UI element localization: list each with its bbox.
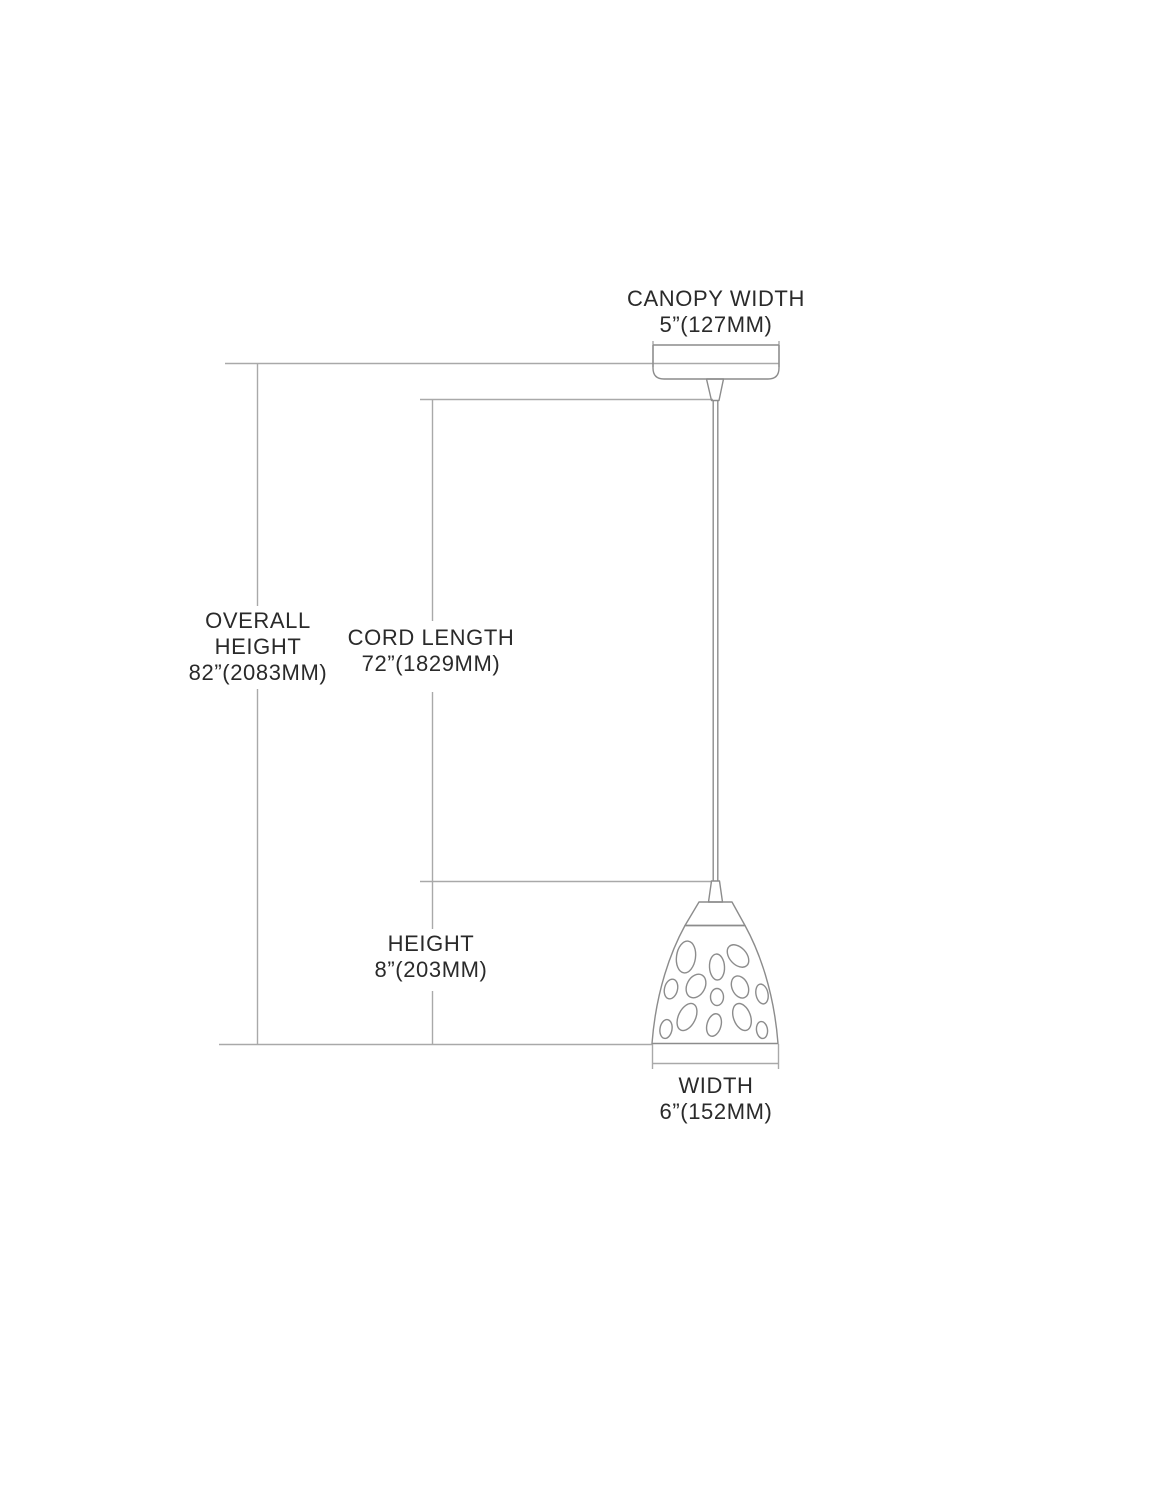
shade-hole xyxy=(673,1000,701,1034)
shade-hole xyxy=(728,973,752,1001)
cord-length-label xyxy=(348,625,515,677)
cord-length-label-text: CORD LENGTH xyxy=(347,625,515,650)
overall-height-label-line1: OVERALL xyxy=(205,608,311,633)
overall-height-label-line2: HEIGHT xyxy=(214,634,302,659)
canopy-stem xyxy=(707,379,724,401)
canopy-outline xyxy=(653,345,779,379)
height-label xyxy=(375,931,488,983)
shade-hole xyxy=(729,1001,755,1033)
canopy-width-label-text: CANOPY WIDTH xyxy=(627,286,805,311)
width-label-text: WIDTH xyxy=(678,1073,754,1098)
shade-hole xyxy=(709,954,725,981)
shade-hole xyxy=(755,1021,768,1039)
overall-height-label xyxy=(189,608,328,686)
shade-hole xyxy=(674,940,697,974)
shade-hole xyxy=(723,941,753,972)
cord-length-value: 72”(1829MM) xyxy=(361,651,501,676)
shade-fitter xyxy=(685,902,745,926)
shade-hole-pattern xyxy=(658,940,770,1040)
shade-hole xyxy=(658,1019,673,1040)
canopy-width-label xyxy=(627,286,805,338)
width-label xyxy=(660,1073,773,1125)
height-value: 8”(203MM) xyxy=(374,957,488,982)
shade-hole xyxy=(682,971,710,1002)
shade-hole xyxy=(704,1012,724,1038)
socket xyxy=(709,881,723,902)
shade-hole xyxy=(754,983,770,1005)
overall-height-value: 82”(2083MM) xyxy=(188,660,328,685)
canopy-width-value: 5”(127MM) xyxy=(659,312,773,337)
shade-hole xyxy=(711,989,724,1006)
pendant-fixture xyxy=(652,345,779,1044)
shade-hole xyxy=(662,978,679,1001)
width-value: 6”(152MM) xyxy=(659,1099,773,1124)
height-label-text: HEIGHT xyxy=(387,931,475,956)
